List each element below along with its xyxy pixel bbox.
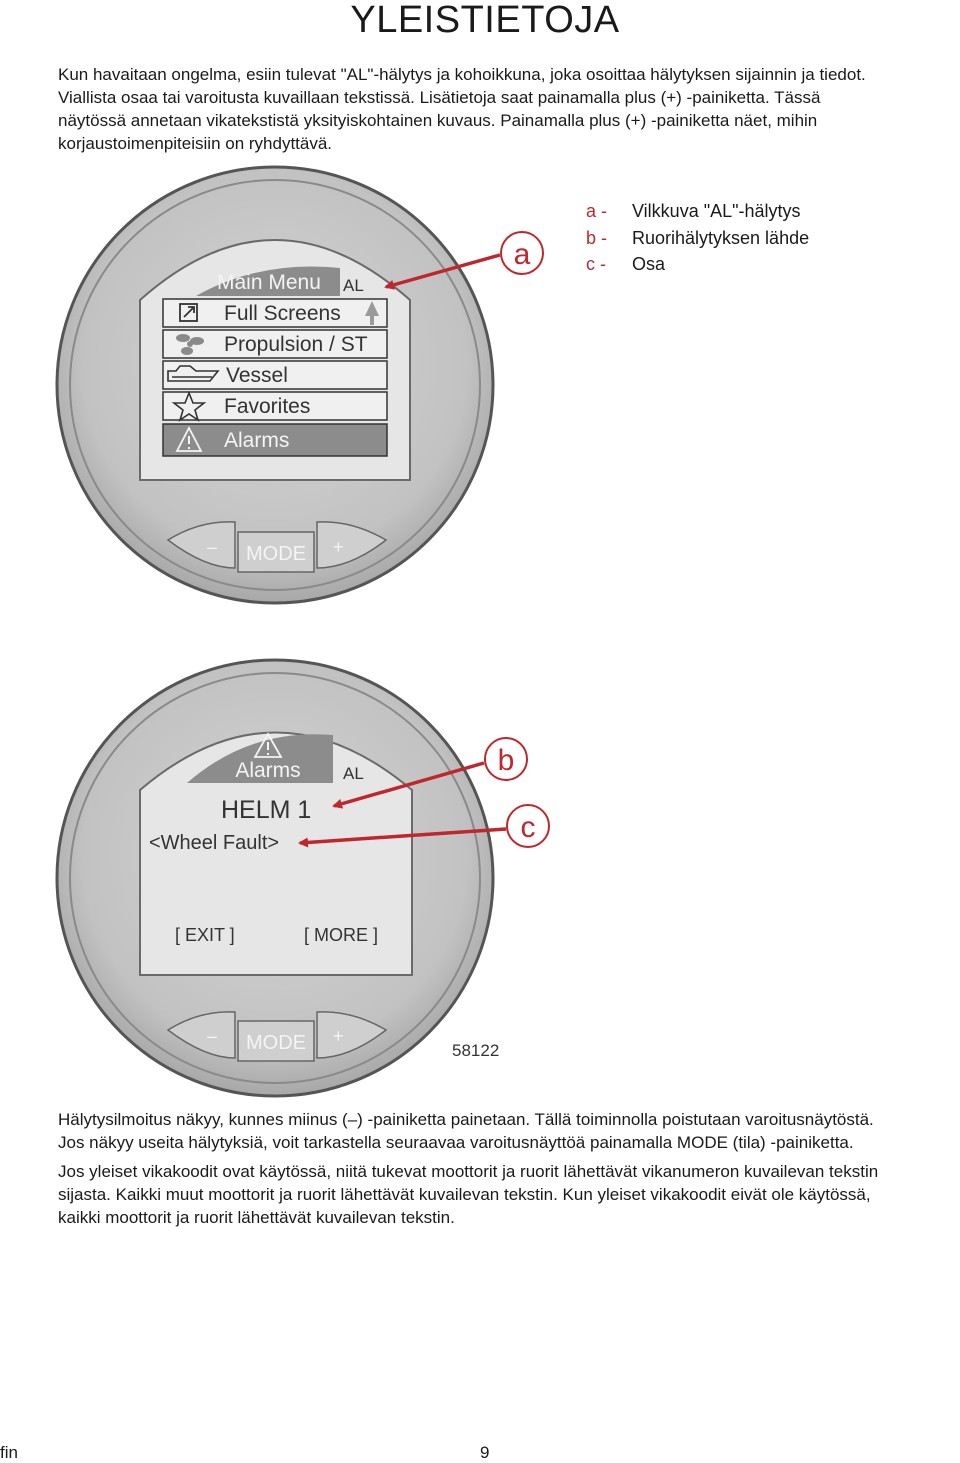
alarm-fault-text: <Wheel Fault> [149,832,280,854]
menu-item-vessel[interactable] [163,361,387,389]
svg-text:MODE: MODE [246,543,306,565]
page-number: 9 [480,1443,490,1462]
svg-text:–: – [207,537,218,557]
svg-text:Favorites: Favorites [224,395,311,418]
menu-item-propulsion[interactable] [163,330,387,358]
svg-text:Alarms: Alarms [224,429,290,452]
gauge-alarms [57,660,493,1096]
svg-text:+: + [333,537,344,557]
page-title: YLEISTIETOJA [350,0,620,41]
legend-item: a - Vilkkuva "AL"-hälytys [586,201,801,221]
intro-paragraph: Kun havaitaan ongelma, esiin tulevat "AL"-hälytys ja kohoikkuna, joka osoittaa hälytyksen sijainnin ja tiedot. Viallista osaa tai varoitusta kuvaillaan tekstissä. Lisätietoja saat painamalla plus (+) -painiketta. Tässä näytössä annetaan vikatekstistä yksityiskohtainen kuvaus. Painamalla plus (+) -painiketta näet, mihin korjaustoimenpiteisiin on ryhdyttävä. [58,65,866,153]
svg-text:Propulsion / ST: Propulsion / ST [224,333,368,356]
figure-number: 58122 [452,1041,500,1060]
alarm-header-label: Alarms [235,759,301,782]
al-indicator: AL [343,764,364,783]
legend-item: c - Osa [586,254,666,274]
alarm-source: HELM 1 [221,796,312,824]
callout-a-label: a [513,238,531,271]
menu-item-favorites[interactable] [163,392,387,420]
menu-header-label: Main Menu [217,271,321,294]
menu-item-full-screens[interactable] [163,299,387,327]
callout-b-label: b [497,744,515,777]
fault-codes-paragraph: Jos yleiset vikakoodit ovat käytössä, niitä tukevat moottorit ja ruorit lähettävät vikanumeron kuvailevan tekstin sijasta. Kaikki muut moottorit ja ruorit lähettävät kuvailevan tekstin. Kun yleiset vikakoodit eivät ole käytössä, kaikki moottorit ja ruorit lähettävät kuvailevan tekstin. [58,1162,879,1227]
svg-text:–: – [207,1026,218,1046]
gauge-main-menu [57,167,493,603]
more-softkey[interactable]: [ MORE ] [304,925,379,945]
menu-item-alarms[interactable] [163,424,387,456]
svg-text:MODE: MODE [246,1032,306,1054]
alarm-dismiss-paragraph: Hälytysilmoitus näkyy, kunnes miinus (–) -painiketta painetaan. Tällä toiminnolla poistutaan varoitusnäytöstä. Jos näkyy useita hälytyksiä, voit tarkastella seuraavaa varoitusnäyttöä painamalla MODE (tila) -painiketta. [58,1110,874,1152]
exit-softkey[interactable]: [ EXIT ] [175,925,235,945]
svg-text:+: + [333,1026,344,1046]
legend-item: b - Ruorihälytyksen lähde [586,227,810,248]
svg-text:Vessel: Vessel [226,364,288,387]
footer-language: fin [0,1443,18,1462]
svg-text:Full Screens: Full Screens [224,302,341,325]
callout-c-label: c [520,811,536,844]
al-indicator: AL [343,276,364,295]
